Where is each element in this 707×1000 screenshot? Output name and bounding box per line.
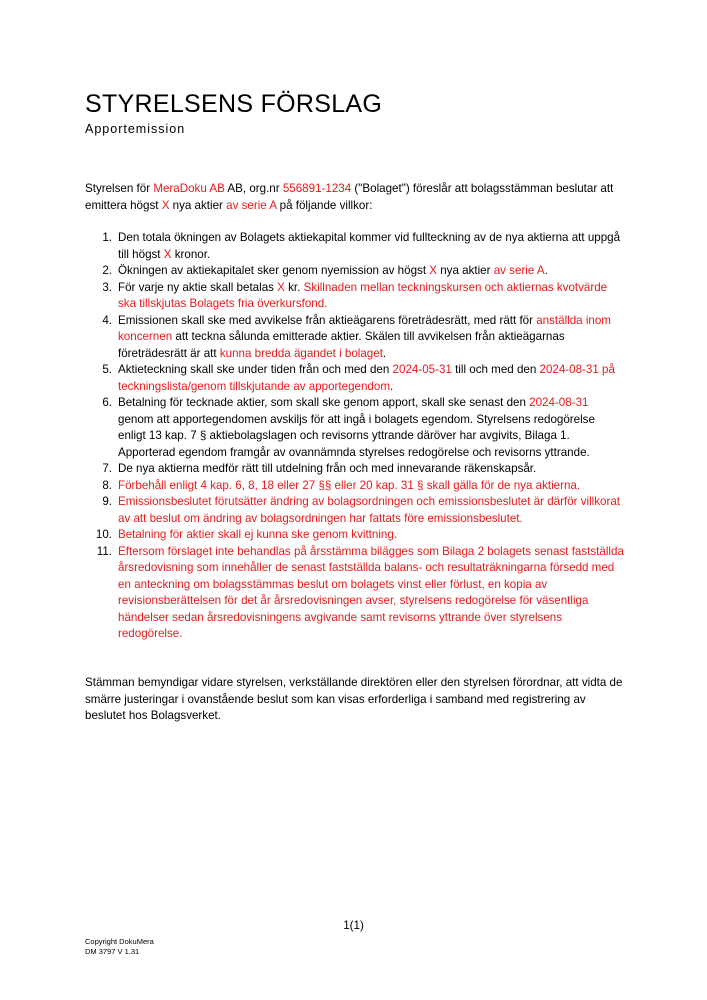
closing-paragraph: Stämman bemyndigar vidare styrelsen, verkställande direktören eller den styrelsen förordnar, att vidta de smärre justeringar i ovanstående beslut som kan visas erforderliga i samband med registrering av beslutet hos Bolagsverket. (85, 676, 623, 722)
item-highlight: anställda inom koncernen (118, 313, 611, 343)
item-number: 3. (102, 280, 112, 294)
item-text: nya aktier (437, 264, 494, 277)
intro-paragraph (85, 181, 625, 214)
item-number: 4. (102, 313, 112, 327)
item-text: . (382, 346, 387, 360)
item-number: 11. (96, 544, 112, 558)
list-item (85, 395, 625, 461)
item-text: kronor. (171, 247, 211, 261)
item-text: För varje ny aktie skall betalas (118, 280, 278, 294)
placeholder-x: X (161, 198, 170, 212)
item-text: att teckna sålunda emitterade aktier. Skälen till avvikelsen från aktieägarnas företrädesrätt är att (118, 330, 565, 360)
item-highlight: 2024-08-31 på teckningslista/genom tillskjutande av apportegendom (118, 363, 615, 393)
document-version: DM 3797 V 1.31 (85, 947, 140, 956)
footer (85, 937, 154, 957)
list-item (85, 263, 625, 280)
item-text: till och med den (451, 363, 540, 376)
item-text: Ökningen av aktiekapitalet sker genom nyemission av högst (118, 264, 430, 277)
list-item (85, 527, 625, 544)
item-highlight: Eftersom förslaget inte behandlas på årsstämma bilägges som Bilaga 2 bolagets senast fastställda årsredovisning som innehåller de senast fastställda balans- och resultaträkningarna försedd med en anteckning om bolagsstämmas beslut om bolagets vinst eller förlust, en kopia av revisionsberättelsen för det år årsredovisningen avser, styrelsens redogörelse för väsentliga händelser sedan årsredovisningens avgivande samt revisorns yttrande över styrelsens redogörelse. (118, 544, 624, 640)
item-number: 10. (95, 528, 112, 541)
company-name: MeraDoku AB (153, 182, 225, 195)
item-number: 2. (102, 264, 112, 277)
list-item (85, 478, 625, 495)
share-series: av serie A (226, 198, 277, 212)
intro-text: på följande villkor: (276, 198, 373, 212)
item-highlight: Betalning för aktier skall ej kunna ske genom kvittning. (118, 528, 398, 541)
list-item (85, 230, 625, 263)
item-number: 6. (102, 396, 112, 409)
item-number: 1. (102, 231, 112, 244)
item-text: genom att apportegendomen avskiljs för att ingå i bolagets egendom. Styrelsens redogörelse enligt 13 kap. 7 § aktiebolagslagen och revisorns yttrande däröver har avgivits, Bilaga 1. Apporterad egendom framgår av ovannämnda styrelses redogörelse och revisorns yttrande. (118, 412, 595, 459)
item-text: kr. (284, 280, 304, 294)
item-highlight: Förbehåll enligt 4 kap. 6, 8, 18 eller 27 §§ eller 20 kap. 31 § skall gälla för de nya aktierna. (118, 478, 581, 492)
list-item (85, 362, 625, 395)
copyright-text: Copyright DokuMera (85, 937, 154, 946)
item-highlight: 2024-05-31 (392, 363, 452, 376)
list-item (85, 544, 625, 643)
intro-text: AB, org.nr (224, 182, 283, 195)
item-highlight: X (277, 280, 285, 294)
item-highlight: 2024-08-31 (529, 396, 589, 409)
org-number: 556891-1234 (282, 182, 352, 195)
conditions-list (85, 230, 625, 643)
item-text: Den totala ökningen av Bolagets aktiekapital kommer vid fullteckning av de nya aktierna att uppgå till högst (118, 231, 621, 261)
page-subtitle: Apportemission (85, 122, 186, 136)
item-text: . (544, 264, 548, 277)
item-text: . (389, 379, 394, 393)
item-text: Aktieteckning skall ske under tiden från och med den (118, 363, 393, 376)
item-highlight: X (429, 264, 437, 277)
intro-text: Styrelsen för (85, 182, 154, 195)
item-highlight: av serie A (493, 264, 545, 277)
page-number: 1(1) (343, 919, 364, 932)
item-number: 8. (102, 478, 112, 492)
item-highlight: Skillnaden mellan teckningskursen och aktiernas kvotvärde ska tillskjutas Bolagets fria överkursfond. (118, 280, 608, 310)
list-item (85, 280, 625, 313)
item-number: 7. (102, 462, 112, 475)
page-title: STYRELSENS FÖRSLAG (85, 90, 383, 118)
intro-text: ("Bolaget") föreslår att bolagsstämman beslutar att emittera högst (85, 182, 614, 212)
item-text: De nya aktierna medför rätt till utdelning från och med innevarande räkenskapsår. (118, 462, 537, 475)
item-highlight: kunna bredda ägandet i bolaget (219, 346, 383, 360)
item-highlight: Emissionsbeslutet förutsätter ändring av bolagsordningen och emissionsbeslutet är därför villkorat av att beslut om ändring av bolagsordningen har fattats före emissionsbeslutet. (118, 495, 621, 525)
list-item (85, 461, 625, 478)
item-number: 5. (102, 363, 112, 376)
list-item (85, 313, 625, 363)
item-text: Emissionen skall ske med avvikelse från aktieägarens företrädesrätt, med rätt för (118, 313, 537, 327)
item-number: 9. (102, 495, 112, 508)
list-item (85, 494, 625, 527)
item-text: Betalning för tecknade aktier, som skall ske genom apport, skall ske senast den (118, 396, 530, 409)
item-highlight: X (163, 247, 172, 261)
intro-text: nya aktier (169, 198, 227, 212)
